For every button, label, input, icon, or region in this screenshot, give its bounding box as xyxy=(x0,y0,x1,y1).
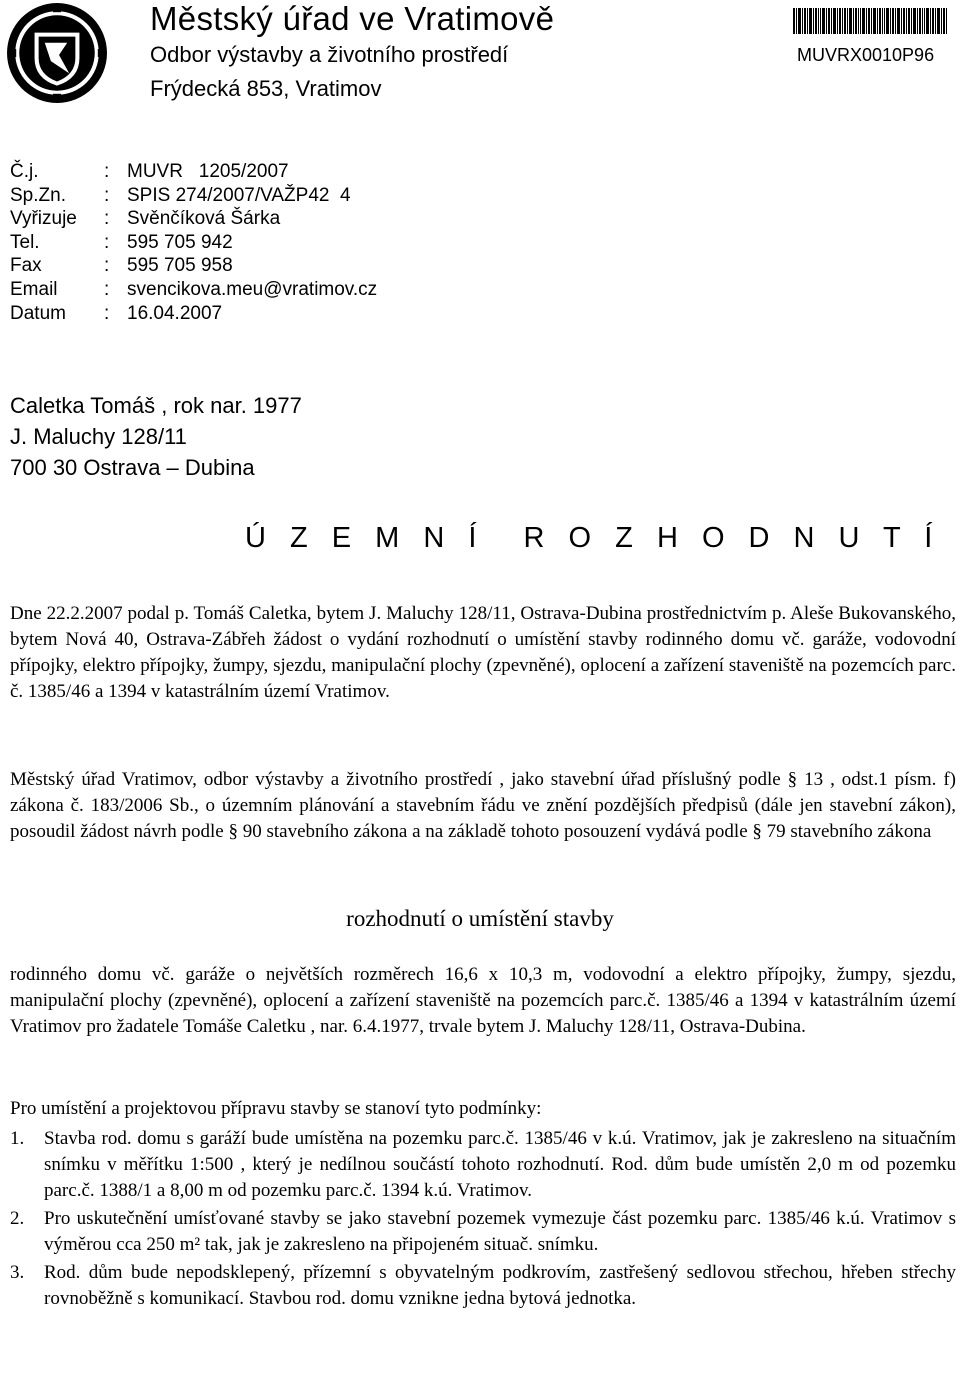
ref-value: MUVR 1205/2007 xyxy=(127,161,289,182)
ref-colon: : xyxy=(104,208,110,230)
list-item xyxy=(10,1206,956,1258)
conditions-list xyxy=(10,1126,956,1312)
paragraph-application: Dne 22.2.2007 podal p. Tomáš Caletka, bytem J. Maluchy 128/11, Ostrava-Dubina prostřednictvím p. Aleše Bukovanského, bytem Nová 40, Ostrava-Zábřeh žádost o vydání rozhodnutí o umístění stavby rodinného domu vč. garáže, vodovodní přípojky, elektro přípojky, žumpy, sjezdu, manipulační plochy (zpevněné), oplocení a zařízení staveniště na pozemcích parc. č. 1385/46 a 1394 v katastrálním území Vratimov. xyxy=(10,603,956,702)
ref-colon: : xyxy=(104,231,110,253)
ref-value: 595 705 942 xyxy=(127,231,233,253)
city-logo xyxy=(6,2,108,104)
ref-label: Č.j. xyxy=(10,161,39,182)
ref-label: Datum xyxy=(10,302,66,324)
ref-row xyxy=(10,184,377,208)
recipient-name: Caletka Tomáš , rok nar. 1977 xyxy=(10,393,302,418)
ref-label: Email xyxy=(10,278,58,300)
document-title: Ú Z E M N Í R O Z H O D N U T Í xyxy=(245,522,934,554)
ref-value: 16.04.2007 xyxy=(127,302,223,324)
org-name: Městský úřad ve Vratimově xyxy=(150,0,555,37)
list-item xyxy=(10,1260,956,1312)
ref-row xyxy=(10,160,377,184)
ref-label: Tel. xyxy=(10,231,40,253)
recipient-address xyxy=(10,390,302,483)
ref-label: Sp.Zn. xyxy=(10,184,66,206)
list-item-text: Pro uskutečnění umísťované stavby se jako stavební pozemek vymezuje část pozemku parc. 1385/46 k.ú. Vratimov s výměrou cca 250 m² tak, jak je zakresleno na připojeném situač. snímku. xyxy=(44,1208,956,1255)
barcode xyxy=(793,8,947,34)
ref-label: Vyřizuje xyxy=(10,208,77,230)
list-item-text: Rod. dům bude nepodsklepený, přízemní s obyvatelným podkrovím, zastřešený sedlovou střechou, hřeben střechy rovnoběžně s komunikací. Stavbou rod. domu vznikne jedna bytová jednotka. xyxy=(44,1262,956,1309)
ref-colon: : xyxy=(104,278,110,300)
ref-row xyxy=(10,302,377,326)
list-item-number: 1. xyxy=(10,1128,25,1149)
office-address: Frýdecká 853, Vratimov xyxy=(150,76,382,101)
ref-value: svencikova.meu@vratimov.cz xyxy=(127,278,378,300)
ref-value: 595 705 958 xyxy=(127,255,233,277)
paragraph-authority: Městský úřad Vratimov, odbor výstavby a životního prostředí , jako stavební úřad příslušný podle § 13 , odst.1 písm. f) zákona č. 183/2006 Sb., o územním plánování a stavebním řádu ve znění pozdějších předpisů (dále jen stavební zákon), posoudil žádost návrh podle § 90 stavebního zákona a na základě tohoto posouzení vydává podle § 79 stavebního zákona xyxy=(10,769,956,842)
ref-row xyxy=(10,231,377,255)
list-item-text: Stavba rod. domu s garáží bude umístěna na pozemku parc.č. 1385/46 v k.ú. Vratimov, jak je zakresleno na situačním snímku v měřítku 1:500 , který je nedílnou součástí tohoto rozhodnutí. Rod. dům bude umístěn 2,0 m od pozemku parc.č. 1388/1 a 8,00 m od pozemku parc.č. 1394 k.ú. Vratimov. xyxy=(44,1128,956,1201)
ref-colon: : xyxy=(104,161,110,182)
department-name: Odbor výstavby a životního prostředí xyxy=(150,42,509,67)
ref-colon: : xyxy=(104,255,110,277)
ref-value: Svěnčíková Šárka xyxy=(127,208,281,230)
ref-row xyxy=(10,278,377,302)
recipient-street: J. Maluchy 128/11 xyxy=(10,424,187,449)
list-item-number: 2. xyxy=(10,1208,25,1229)
ref-colon: : xyxy=(104,184,110,206)
ref-label: Fax xyxy=(10,255,42,277)
paragraph-decision: rodinného domu vč. garáže o největších rozměrech 16,6 x 10,3 m, vodovodní a elektro přípojky, žumpy, sjezdu, manipulační plochy (zpevněné), oplocení a zařízení staveniště na pozemcích parc.č. 1385/46 a 1394 v katastrálním území Vratimov pro žadatele Tomáše Caletku , nar. 6.4.1977, trvale bytem J. Maluchy 128/11, Ostrava-Dubina. xyxy=(10,964,956,1037)
decision-heading: rozhodnutí o umístění stavby xyxy=(346,906,614,931)
ref-value: SPIS 274/2007/VAŽP42 4 xyxy=(127,184,351,206)
list-item-number: 3. xyxy=(10,1262,25,1283)
ref-colon: : xyxy=(104,302,110,324)
list-item xyxy=(10,1126,956,1204)
recipient-city: 700 30 Ostrava – Dubina xyxy=(10,455,255,480)
conditions-heading: Pro umístění a projektovou přípravu stavby se stanoví tyto podmínky: xyxy=(10,1098,542,1119)
ref-row xyxy=(10,207,377,231)
ref-row xyxy=(10,254,377,278)
document-id: MUVRX0010P96 xyxy=(797,45,935,65)
reference-block xyxy=(10,160,377,325)
